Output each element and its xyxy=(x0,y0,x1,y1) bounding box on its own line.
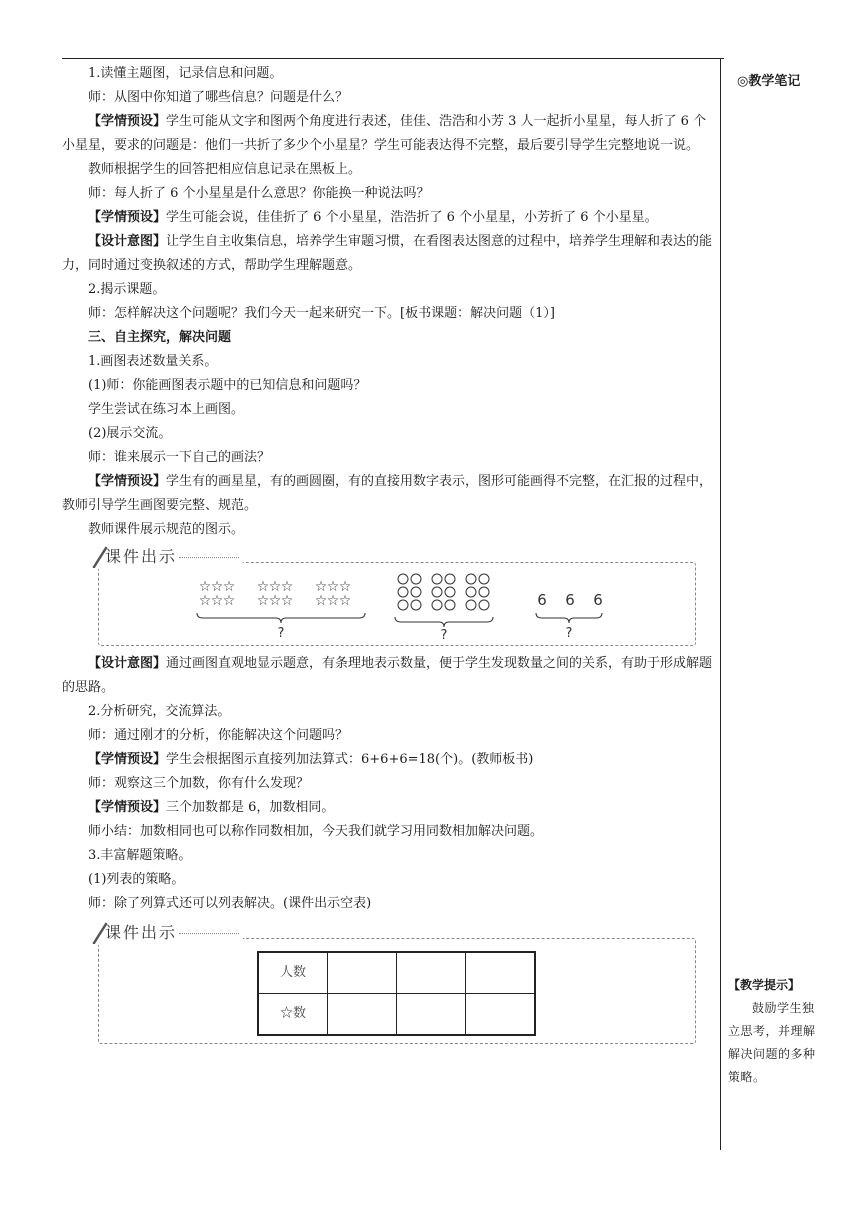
star-icon: ☆ xyxy=(338,579,352,595)
courseware-box-diagram xyxy=(98,547,696,646)
circle-icon xyxy=(479,600,489,610)
circle-icon xyxy=(445,574,455,584)
paragraph xyxy=(62,772,716,796)
paragraph-text: 师：谁来展示一下自己的画法？ xyxy=(88,450,271,465)
star-icon: ☆ xyxy=(198,579,212,595)
paragraph-text: 学生可能会说，佳佳折了 6 个小星星，浩浩折了 6 个小星星，小芳折了 6 个小星星。 xyxy=(166,210,658,225)
circle-brace xyxy=(395,617,493,627)
table-cell xyxy=(397,994,466,1036)
paragraph-text: (1)师：你能画图表示题中的已知信息和问题吗？ xyxy=(88,378,367,393)
question-mark: ? xyxy=(565,626,573,641)
paragraph xyxy=(62,422,716,446)
paragraph-text: 师：从图中你知道了哪些信息？问题是什么？ xyxy=(88,90,349,105)
paragraph-tag: 【学情预设】 xyxy=(88,210,167,225)
star-icon: ☆ xyxy=(268,593,282,609)
teaching-tip-text: 鼓励学生独立思考，并理解解决问题的多种策略。 xyxy=(728,1001,816,1084)
paragraph xyxy=(62,868,716,892)
lesson-body xyxy=(62,62,716,1050)
circle-icon xyxy=(411,600,421,610)
paragraph-text: 学生会根据图示直接列加法算式：6+6+6=18(个)。(教师板书) xyxy=(166,752,534,767)
circle-icon xyxy=(411,587,421,597)
paragraph-tag: 【学情预设】 xyxy=(88,800,167,815)
star-icon: ☆ xyxy=(326,593,340,609)
tag-dotted-line xyxy=(179,557,239,558)
table-row xyxy=(258,994,535,1036)
paragraph xyxy=(62,182,716,206)
paragraph-text: 师：观察这三个加数，你有什么发现？ xyxy=(88,776,310,791)
paragraph-text: 教师课件展示规范的图示。 xyxy=(88,522,245,537)
sidebar-divider xyxy=(720,58,721,1150)
question-mark: ? xyxy=(277,626,285,641)
paragraph-text: 2.揭示课题。 xyxy=(88,282,166,297)
empty-table xyxy=(257,951,536,1036)
table-cell xyxy=(466,994,536,1036)
paragraph xyxy=(62,278,716,302)
paragraph-text: 让学生自主收集信息，培养学生审题习惯，在看图表达图意的过程中，培养学生理解和表达的能力，同时通过变换叙述的方式，帮助学生理解题意。 xyxy=(62,234,713,273)
tag-dotted-line xyxy=(179,933,239,934)
circle-icon xyxy=(445,587,455,597)
number-six: 6 xyxy=(565,591,575,609)
circle-icon xyxy=(466,600,476,610)
circle-icon xyxy=(445,600,455,610)
paragraph xyxy=(62,230,716,278)
paragraph xyxy=(62,470,716,518)
star-icon: ☆ xyxy=(222,579,236,595)
star-icon: ☆ xyxy=(326,579,340,595)
circle-icon xyxy=(432,574,442,584)
circle-icon xyxy=(466,574,476,584)
paragraph xyxy=(62,398,716,422)
paragraph-text: (1)列表的策略。 xyxy=(88,872,185,887)
paragraph xyxy=(62,518,716,542)
paragraph-group-2 xyxy=(62,652,716,916)
representation-diagram xyxy=(99,563,695,645)
paragraph-tag: 【学情预设】 xyxy=(88,114,167,129)
paragraph-text: 1.画图表述数量关系。 xyxy=(88,354,218,369)
paragraph xyxy=(62,892,716,916)
paragraph-text: 2.分析研究，交流算法。 xyxy=(88,704,231,719)
paragraph xyxy=(62,158,716,182)
star-brace xyxy=(197,613,365,623)
paragraph-tag: 【学情预设】 xyxy=(88,474,167,489)
paragraph xyxy=(62,652,716,700)
question-mark: ? xyxy=(440,628,448,643)
paragraph-text: 三个加数都是 6，加数相同。 xyxy=(166,800,335,815)
circle-icon xyxy=(479,574,489,584)
paragraph xyxy=(62,86,716,110)
paragraph xyxy=(62,700,716,724)
circle-icon xyxy=(411,574,421,584)
number-brace xyxy=(536,613,602,623)
row-label-stars: ☆数 xyxy=(258,994,328,1036)
row-label-people: 人数 xyxy=(258,952,328,994)
table-cell xyxy=(466,952,536,994)
courseware-tag-text: 课件出示 xyxy=(105,923,178,942)
paragraph-text: 师：每人折了 6 个小星星是什么意思？你能换一种说法吗？ xyxy=(88,186,430,201)
paragraph xyxy=(62,796,716,820)
paragraph-text: 学生可能从文字和图两个角度进行表述，佳佳、浩浩和小芳 3 人一起折小星星，每人折了 6 个小星星，要求的问题是：他们一共折了多少个小星星？学生可能表达得不完整，最后要引导学生完整地说一说。 xyxy=(62,114,707,153)
paragraph xyxy=(62,326,716,350)
paragraph-tag: 【设计意图】 xyxy=(88,656,167,671)
star-icon: ☆ xyxy=(256,579,270,595)
paragraph xyxy=(62,206,716,230)
paragraph-text: 1.读懂主题图，记录信息和问题。 xyxy=(88,66,283,81)
paragraph xyxy=(62,820,716,844)
star-icon: ☆ xyxy=(222,593,236,609)
paragraph-text: 师：怎样解决这个问题呢？我们今天一起来研究一下。[板书课题：解决问题（1）] xyxy=(88,306,555,321)
paragraph-text: (2)展示交流。 xyxy=(88,426,172,441)
courseware-tag-text: 课件出示 xyxy=(105,547,178,566)
paragraph-group-1 xyxy=(62,62,716,542)
number-six: 6 xyxy=(537,591,547,609)
star-icon: ☆ xyxy=(314,593,328,609)
top-rule xyxy=(62,58,724,59)
paragraph xyxy=(62,110,716,158)
circle-icon xyxy=(398,600,408,610)
paragraph xyxy=(62,62,716,86)
table-cell xyxy=(328,952,397,994)
star-icon: ☆ xyxy=(210,593,224,609)
paragraph xyxy=(62,748,716,772)
paragraph-text: 师小结：加数相同也可以称作同数相加，今天我们就学习用同数相加解决问题。 xyxy=(88,824,544,839)
star-icon: ☆ xyxy=(314,579,328,595)
paragraph-text: 师：除了列算式还可以列表解决。(课件出示空表) xyxy=(88,896,372,911)
paragraph xyxy=(62,844,716,868)
paragraph-text: 教师根据学生的回答把相应信息记录在黑板上。 xyxy=(88,162,362,177)
paragraph xyxy=(62,374,716,398)
star-icon: ☆ xyxy=(198,593,212,609)
table-cell xyxy=(328,994,397,1036)
paragraph-tag: 【设计意图】 xyxy=(88,234,167,249)
star-icon: ☆ xyxy=(210,579,224,595)
courseware-tag-2 xyxy=(91,921,243,945)
paragraph-text: 通过画图直观地显示题意，有条理地表示数量，便于学生发现数量之间的关系，有助于形成解题的思路。 xyxy=(62,656,713,695)
courseware-box-table xyxy=(98,923,696,1044)
teaching-tip-heading: 【教学提示】 xyxy=(728,978,801,992)
circle-icon xyxy=(398,574,408,584)
paragraph-text: 学生尝试在练习本上画图。 xyxy=(88,402,245,417)
table-row xyxy=(258,952,535,994)
paragraph xyxy=(62,350,716,374)
paragraph-tag: 【学情预设】 xyxy=(88,752,167,767)
circle-icon xyxy=(432,587,442,597)
circle-icon xyxy=(398,587,408,597)
paragraph-text: 学生有的画星星，有的画圆圈，有的直接用数字表示，图形可能画得不完整，在汇报的过程中，教师引导学生画图要完整、规范。 xyxy=(62,474,713,513)
circle-icon xyxy=(466,587,476,597)
number-six: 6 xyxy=(593,591,603,609)
paragraph xyxy=(62,302,716,326)
paragraph-text: 3.丰富解题策略。 xyxy=(88,848,192,863)
teaching-notes-heading: ◎教学笔记 xyxy=(737,74,801,89)
star-icon: ☆ xyxy=(280,593,294,609)
paragraph xyxy=(62,446,716,470)
section-heading: 三、自主探究，解决问题 xyxy=(88,330,232,345)
paragraph xyxy=(62,724,716,748)
paragraph-text: 师：通过刚才的分析，你能解决这个问题吗？ xyxy=(88,728,349,743)
circle-icon xyxy=(479,587,489,597)
teaching-tip xyxy=(728,974,820,1089)
star-icon: ☆ xyxy=(280,579,294,595)
star-icon: ☆ xyxy=(338,593,352,609)
star-icon: ☆ xyxy=(256,593,270,609)
star-icon: ☆ xyxy=(268,579,282,595)
circle-icon xyxy=(432,600,442,610)
table-cell xyxy=(397,952,466,994)
